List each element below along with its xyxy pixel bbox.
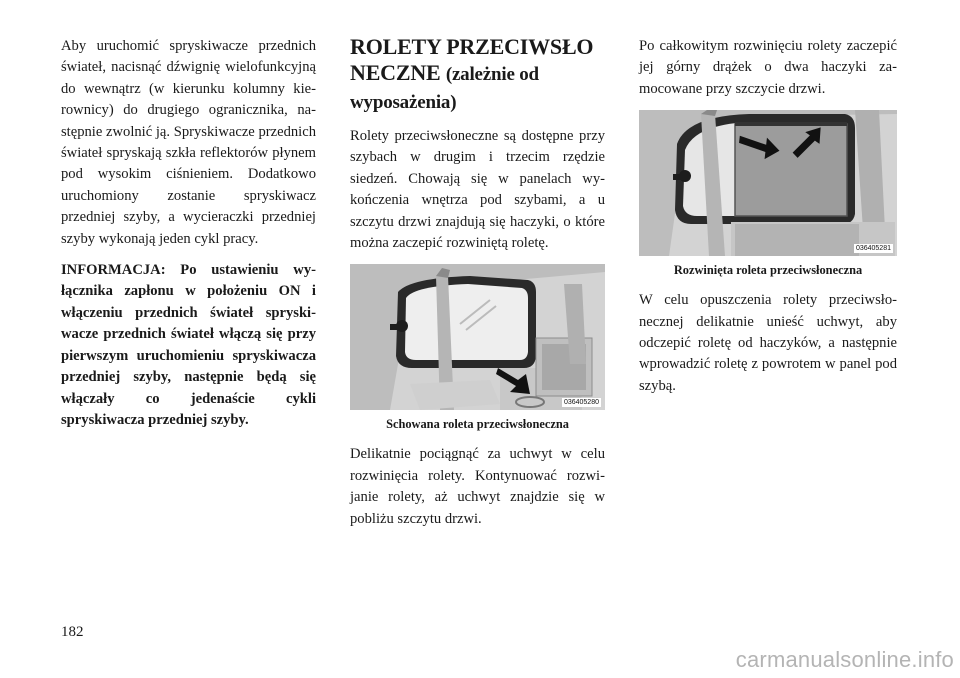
section-title-line1: ROLETY PRZECIWSŁO xyxy=(350,34,594,59)
page-number: 182 xyxy=(61,624,84,640)
sunshade-stow-paragraph: W celu opuszczenia rolety przeciwsłonecznej delikatnie unieść uchwyt, aby odczepić roletę od haczyków, a następnie wprowadzić roletę z powrotem w panel pod szybą. xyxy=(639,292,897,394)
sunshade-intro-paragraph: Rolety przeciwsłoneczne są dostępne przy szybach w drugim i trzecim rzędzie siedzeń. Chowają się w panelach wykończenia wnętrza pod szybami, a u szczytu drzwi znajdują się haczyki, o które można zaczepić rozwiniętą roletę. xyxy=(350,128,605,252)
watermark: carmanualsonline.info xyxy=(735,647,954,672)
stowed-sunshade-illustration xyxy=(350,264,605,410)
section-title-line2: NECZNE xyxy=(350,60,441,85)
deployed-sunshade-illustration xyxy=(639,110,897,256)
headlamp-washer-paragraph: Aby uruchomić spryskiwacze przednich świateł, nacisnąć dźwignię wielofunkcyjną do wewnątrz (w kierunku kolumny kierownicy) do drugiego ogranicznika, następnie zwolnić ją. Spryskiwacze przednich świateł spryskają szkła reflektorów płynem pod wysokim ciśnieniem. Dodatkowo uruchomiony zostanie spryskiwacz przedniej szyby, a wycieraczki przedniej szyby wykonają jeden cykl pracy. xyxy=(61,38,316,247)
middle-column xyxy=(350,36,605,540)
right-column xyxy=(639,36,897,407)
figure-caption: Rozwinięta roleta przeciwsłoneczna xyxy=(673,263,863,278)
figure-caption: Schowana roleta przeciwsłoneczna xyxy=(386,417,569,432)
deployed-sunshade-figure xyxy=(639,110,897,256)
section-title-subtitle: (zależnie od wyposażenia) xyxy=(350,64,539,113)
info-note: INFORMACJA: Po ustawieniu wyłącznika zapłonu w położeniu ON i włączeniu przednich świateł spryskiwacze przednich świateł włączą się przy pierwszym uruchomieniu spryskiwacza przedniej szyby, następnie będą się włączały co jedenaście cykli spryskiwacza przedniej szyby. xyxy=(61,262,316,428)
figure-code: 036405280 xyxy=(563,399,599,407)
sunshade-hook-paragraph: Po całkowitym rozwinięciu rolety zaczepić jej górny drążek o dwa haczyki zamocowane przy szczycie drzwi. xyxy=(639,38,897,97)
left-column xyxy=(61,36,316,441)
stowed-sunshade-figure xyxy=(350,264,605,410)
section-title xyxy=(350,34,605,116)
sunshade-unroll-paragraph: Delikatnie pociągnąć za uchwyt w celu rozwinięcia rolety. Kontynuować rozwijanie rolety, aż uchwyt znajdzie się w pobliżu szczytu drzwi. xyxy=(350,446,605,527)
figure-code: 036405281 xyxy=(855,245,891,253)
